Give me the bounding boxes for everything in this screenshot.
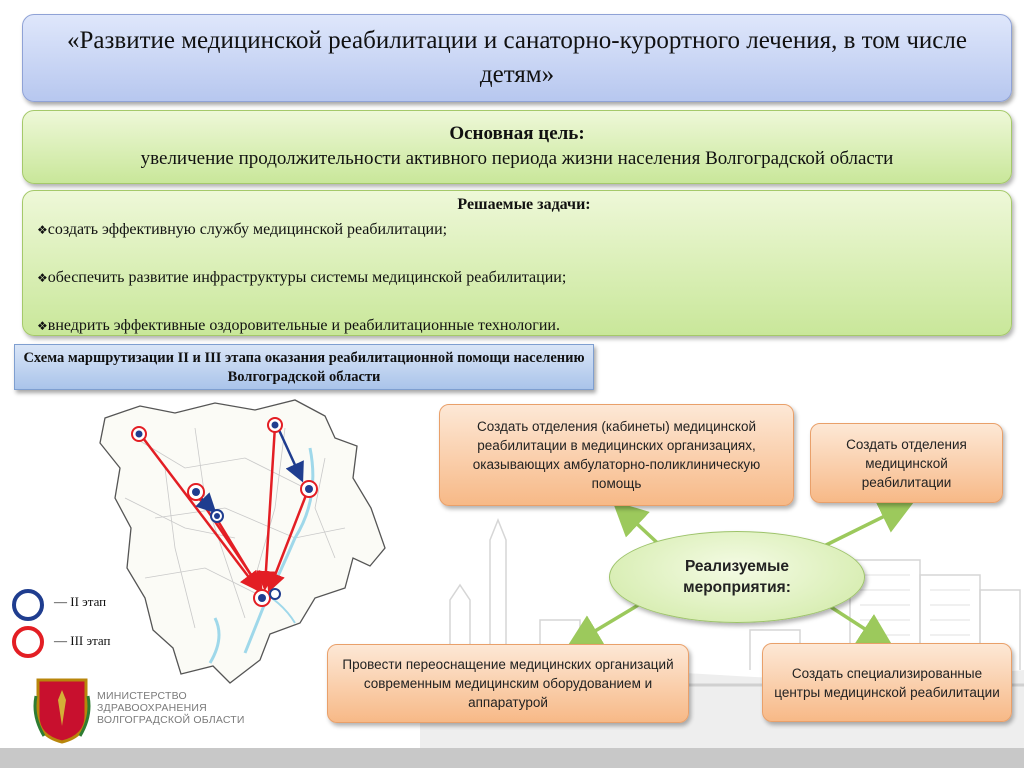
measure-text: Провести переоснащение медицинских организаций современным медицинским оборудованием и аппаратурой [342,657,674,710]
diamond-bullet-icon: ❖ [37,223,48,237]
diamond-bullet-icon: ❖ [37,319,48,333]
tasks-heading: Решаемые задачи: [457,196,591,213]
ministry-line: ЗДРАВООХРАНЕНИЯ [97,702,207,714]
slide-title-text: «Развитие медицинской реабилитации и санаторно-курортного лечения, в том числе детям» [67,27,967,88]
task-item-text: внедрить эффективные оздоровительные и реабилитационные технологии. [47,317,560,334]
diamond-bullet-icon: ❖ [37,271,48,285]
legend-stage3-text: III этап [70,633,111,648]
measure-box-1 [439,404,794,506]
legend-stage3-label: — III этап [54,633,111,648]
ministry-line: МИНИСТЕРСТВО [97,690,187,702]
bottom-bar [0,748,1024,768]
center-label: Реализуемые мероприятия: [683,558,791,596]
measure-box-2 [810,423,1003,503]
measure-text: Создать отделения медицинской реабилитации [846,436,967,490]
measure-text: Создать специализированные центры медицинской реабилитации [774,665,1000,700]
measure-box-4 [762,643,1012,722]
legend-stage2-label: — II этап [54,594,107,609]
connector-arrow [820,506,905,548]
goal-heading: Основная цель: [449,123,585,144]
ministry-line: ВОЛГОГРАДСКОЙ ОБЛАСТИ [97,714,245,726]
center-ellipse [609,531,865,623]
scheme-title-text: Схема маршрутизации II и III этапа оказания реабилитационной помощи населению Волгоградской области [23,350,585,385]
goal-text: увеличение продолжительности активного периода жизни населения Волгоградской области [140,148,894,169]
task-item-text: обеспечить развитие инфраструктуры системы медицинской реабилитации; [47,269,567,286]
measure-box-3 [327,644,689,723]
measure-text: Создать отделения (кабинеты) медицинской реабилитации в медицинских организациях, оказывающих амбулаторно-поликлиническую помощь [472,419,761,491]
legend-stage2-text: II этап [70,594,107,609]
task-item-text: создать эффективную службу медицинской реабилитации; [47,221,448,238]
